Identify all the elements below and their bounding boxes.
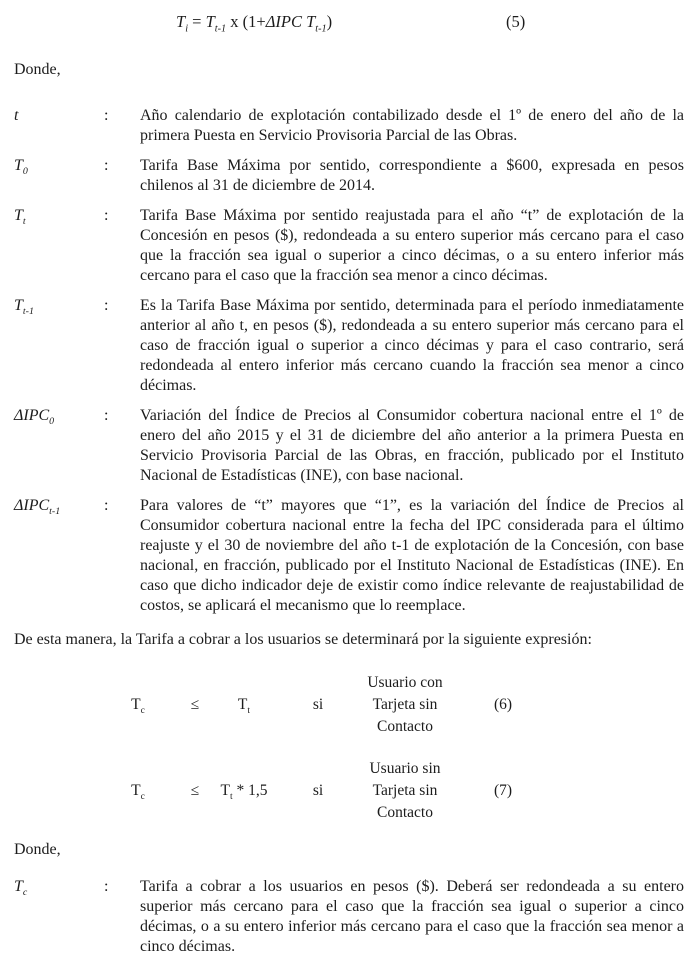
term-subscript: t — [229, 791, 233, 803]
definition-text: Tarifa a cobrar a los usuarios en pesos ($). Deberá ser redondeada a su entero superior más cercano para el caso que la fracción sea igual o superior a cinco décimas, o a su entero inferior más cercano para el caso que la fracción sea menor a cinco décimas. — [140, 878, 684, 955]
formula-paren: ) — [326, 12, 333, 31]
formula-operator: = — [188, 12, 206, 31]
definition-row-t — [0, 106, 698, 146]
definition-colon: : — [104, 297, 109, 314]
term-symbol — [14, 877, 104, 957]
definition-row-ipct1 — [0, 496, 698, 616]
term-base: T — [14, 207, 23, 224]
term-base: T — [237, 696, 248, 713]
condition-case — [362, 672, 448, 738]
formula-5-expression — [176, 12, 333, 35]
relation-symbol: ≤ — [190, 696, 200, 713]
term-subscript: t-1 — [49, 506, 61, 518]
intro-sentence: De esta manera, la Tarifa a cobrar a los usuarios se determinará por la siguiente expresión: — [14, 631, 592, 648]
rhs-suffix: * 1,5 — [232, 782, 268, 799]
term-subscript: 0 — [49, 416, 55, 428]
definition-colon: : — [104, 107, 109, 124]
definition-colon: : — [104, 407, 109, 424]
definition-colon: : — [104, 497, 109, 514]
term-base: ΔIPC — [14, 407, 50, 424]
donde-label-2: Donde, — [14, 841, 61, 858]
equation-rhs — [214, 782, 274, 803]
definition-row-tc — [0, 877, 698, 957]
definition-text: Tarifa Base Máxima por sentido reajustada para el año “t” de explotación de la Concesión en pesos ($), redondeada a su entero superior más cercano para el caso que la fracción sea igual o superior a cinco décimas, o a su entero inferior más cercano para el caso que la fracción sea menor a cinco décimas. — [140, 207, 684, 284]
equation-number-5: (5) — [506, 12, 526, 31]
case-line: Tarjeta sin — [372, 696, 438, 713]
formula-5-row — [0, 12, 698, 36]
equation-lhs — [100, 782, 176, 803]
term-subscript: 0 — [22, 166, 28, 178]
term-base: t — [14, 107, 19, 124]
definition-colon: : — [104, 157, 109, 174]
term-base: T — [14, 297, 23, 314]
term-base: T — [14, 157, 23, 174]
case-line: Contacto — [377, 804, 433, 821]
case-line: Usuario sin — [369, 760, 441, 777]
term-subscript: c — [140, 791, 145, 803]
equation-number-6: (6) — [493, 696, 513, 713]
condition-case — [362, 758, 448, 824]
equation-rhs — [214, 696, 274, 717]
term-symbol — [14, 296, 104, 396]
term-subscript: t-1 — [22, 306, 34, 318]
definition-row-t0 — [0, 156, 698, 196]
definition-colon: : — [104, 207, 109, 224]
term-base: T — [131, 696, 141, 713]
donde-label-1: Donde, — [14, 61, 61, 78]
formula-operator: x (1+ — [226, 12, 266, 31]
definition-text: Variación del Índice de Precios al Consumidor cobertura nacional entre el 1º de enero del año 2015 y el 31 de diciembre del año anterior a la primera Puesta en Servicio Provisoria Parcial de las Obras, en fracción, publicado por el Instituto Nacional de Estadísticas (INE), con base nacional. — [140, 407, 684, 484]
term-base: T — [14, 878, 23, 895]
term-subscript: c — [140, 705, 145, 717]
case-line: Usuario con — [367, 674, 443, 691]
formula-term: T — [176, 12, 186, 31]
term-symbol — [14, 406, 104, 486]
case-line: Tarjeta sin — [372, 782, 438, 799]
equation-number-7: (7) — [493, 782, 513, 799]
term-symbol — [14, 106, 104, 146]
definition-row-ipc0 — [0, 406, 698, 486]
formula-subscript: t-1 — [315, 23, 327, 35]
tariff-equations — [0, 672, 698, 824]
definitions-list — [0, 106, 698, 616]
definition-text: Año calendario de explotación contabilizado desde el 1º de enero del año de la primera Puesta en Servicio Provisoria Parcial de las Obras. — [140, 107, 684, 144]
definitions-list-2 — [0, 877, 698, 957]
term-symbol — [14, 206, 104, 286]
condition-keyword: si — [312, 782, 324, 799]
condition-keyword: si — [312, 696, 324, 713]
formula-ipc-term: ΔIPC — [265, 12, 307, 31]
term-symbol — [14, 496, 104, 616]
equation-6-row — [100, 672, 698, 738]
definition-row-tt1 — [0, 296, 698, 396]
definition-colon: : — [104, 878, 109, 895]
relation-symbol: ≤ — [190, 782, 200, 799]
definition-row-tt — [0, 206, 698, 286]
definition-text: Tarifa Base Máxima por sentido, correspondiente a $600, expresada en pesos chilenos al 31 de diciembre de 2014. — [140, 157, 684, 194]
term-base: ΔIPC — [14, 497, 50, 514]
term-base: T — [220, 782, 230, 799]
definition-text: Es la Tarifa Base Máxima por sentido, determinada para el período inmediatamente anterior al año t, en pesos ($), redondeada a su entero superior más cercano para el caso de fracción igual o superior a cinco décimas y para el caso contrario, será redondeada al entero inferior más cercano cuando la fracción sea menor a cinco décimas. — [140, 297, 684, 394]
formula-subscript: t-1 — [214, 23, 227, 35]
term-subscript: t — [247, 705, 251, 717]
term-symbol — [14, 156, 104, 196]
term-subscript: t — [22, 216, 26, 228]
formula-term: T — [306, 12, 316, 31]
formula-term: T — [205, 12, 215, 31]
formula-subscript: i — [185, 23, 189, 35]
term-subscript: c — [22, 887, 28, 899]
term-base: T — [131, 782, 141, 799]
definition-text: Para valores de “t” mayores que “1”, es la variación del Índice de Precios al Consumidor cobertura nacional entre la fecha del IPC considerada para el último reajuste y el 30 de noviembre del año t-1 de explotación de la Concesión, con base nacional, en fracción, publicado por el Instituto Nacional de Estadísticas (INE). En caso que dicho indicador deje de existir como índice relevante de reajustabilidad de costos, se aplicará el mecanismo que lo reemplace. — [140, 497, 684, 614]
equation-lhs — [100, 696, 176, 717]
equation-7-row — [100, 758, 698, 824]
case-line: Contacto — [377, 718, 433, 735]
